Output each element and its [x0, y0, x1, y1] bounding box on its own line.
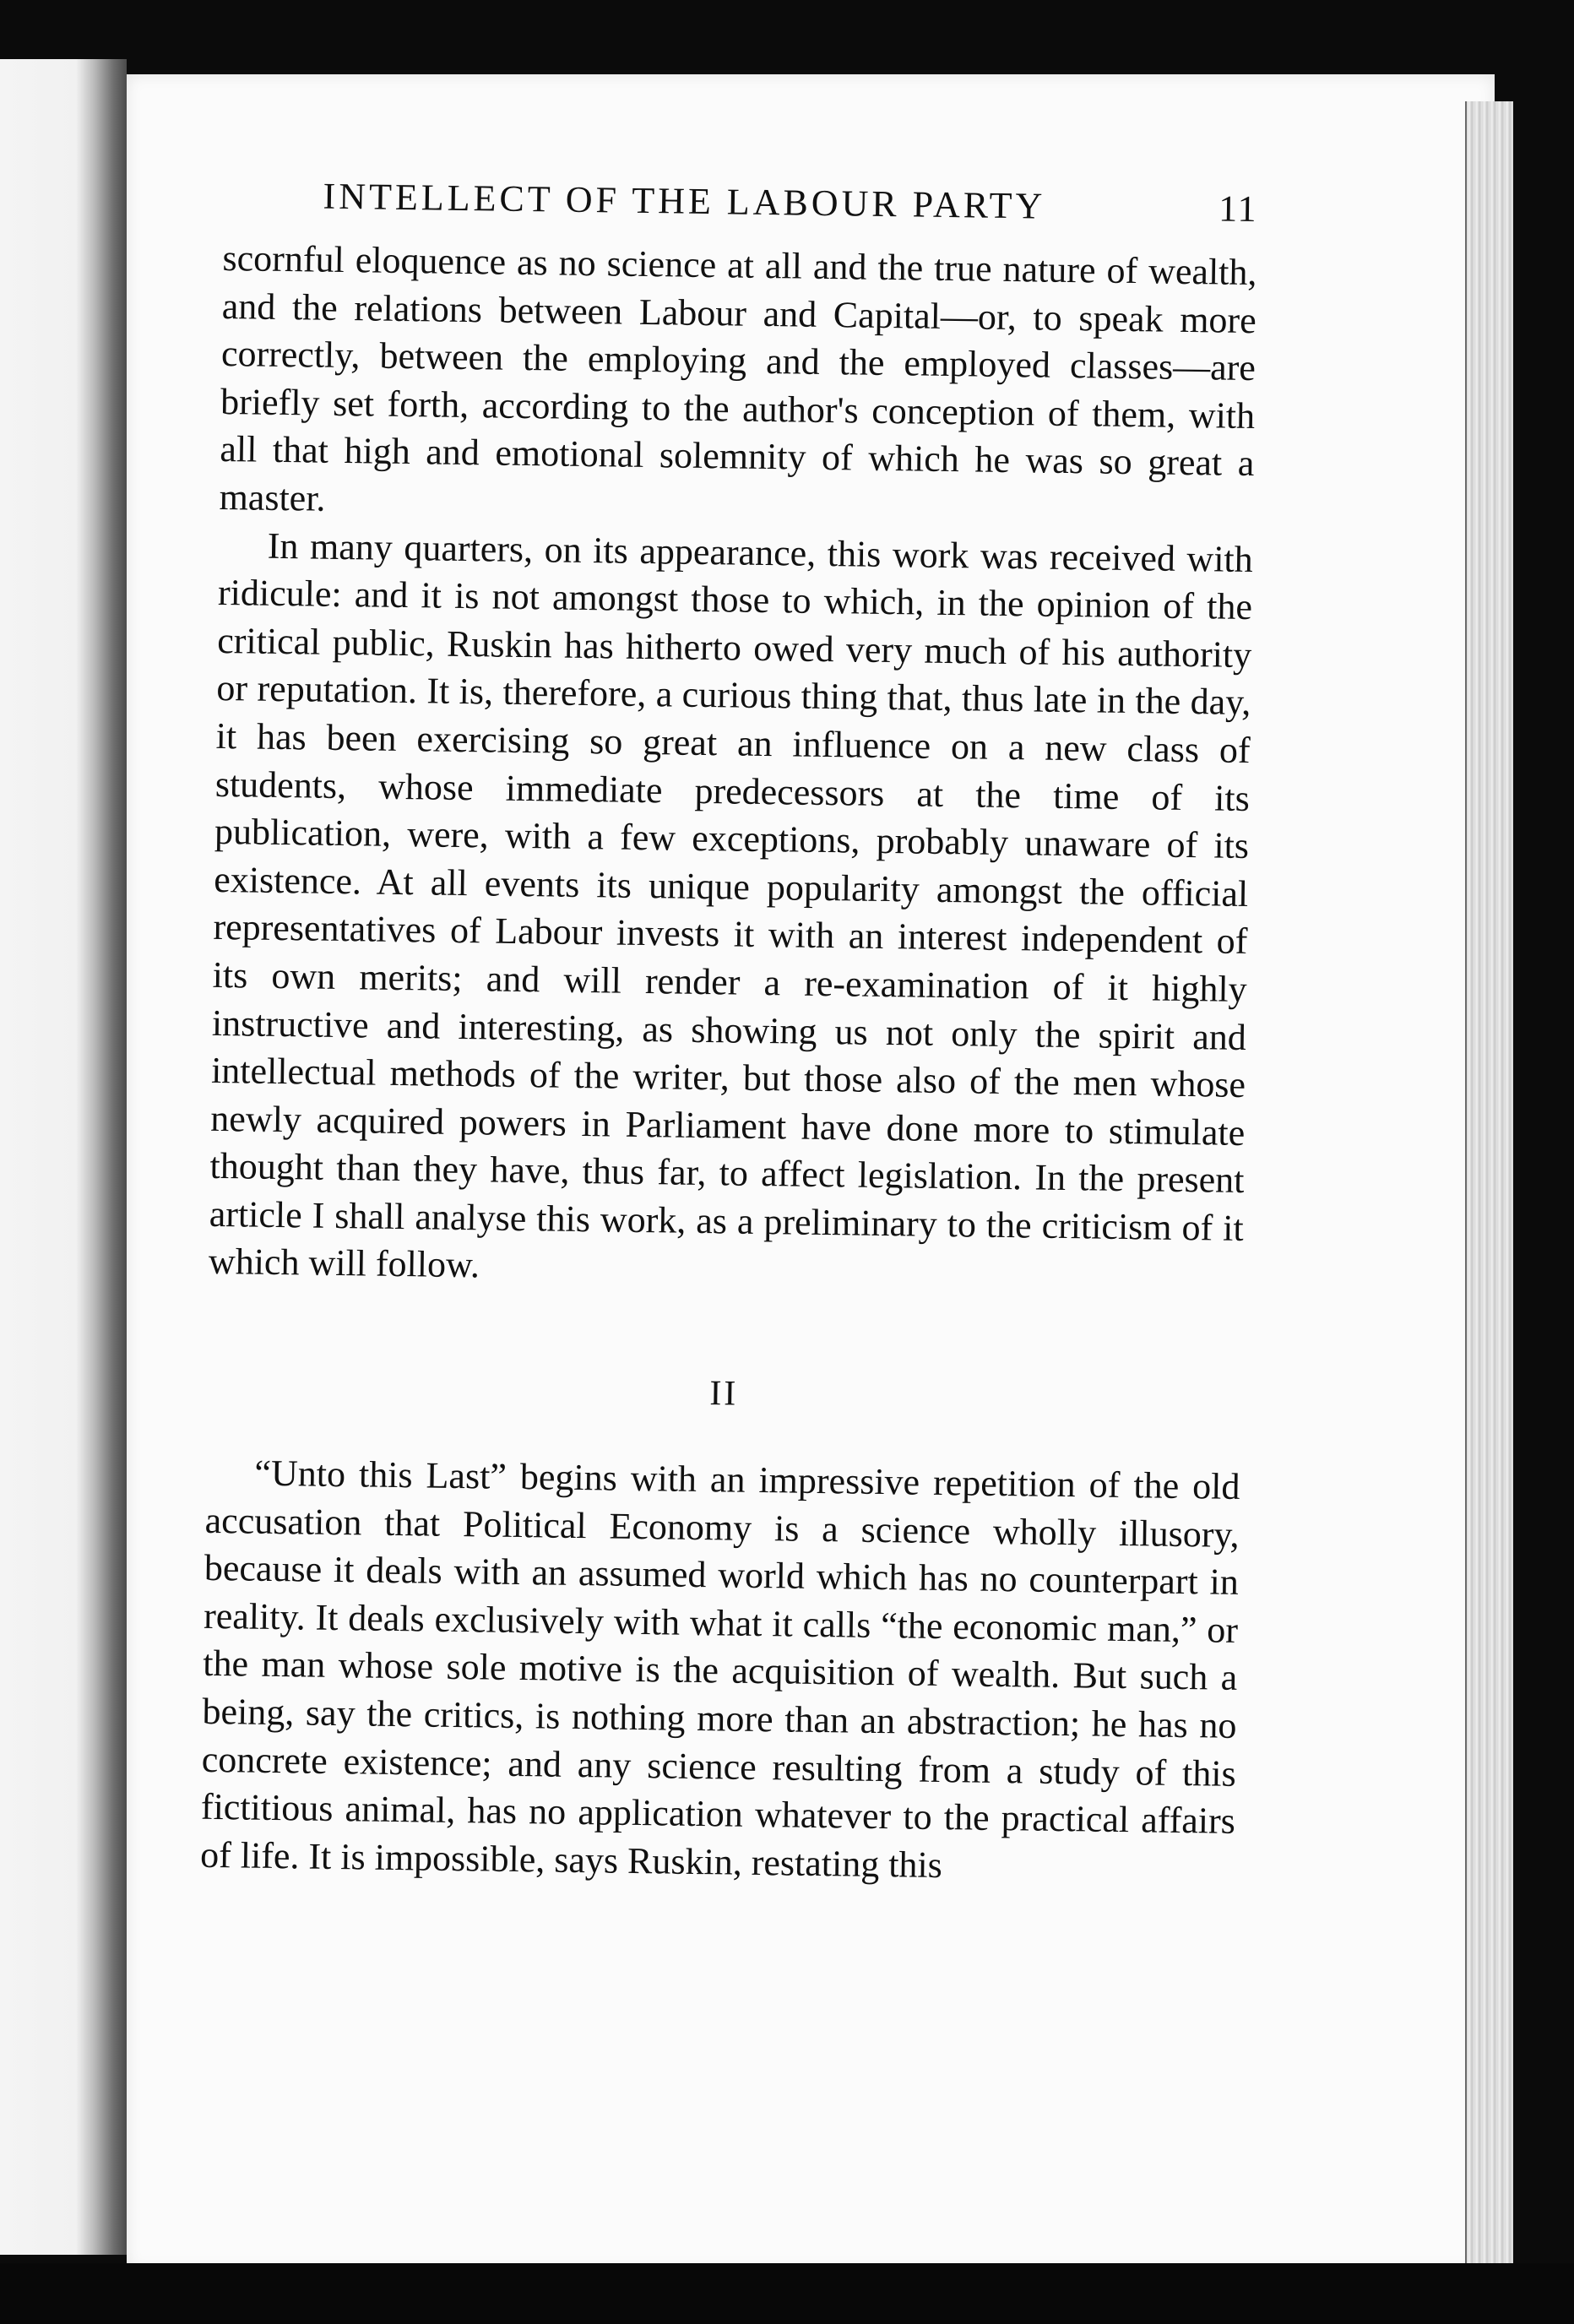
page-number: 11 — [1218, 187, 1258, 231]
scan-bottom-border — [0, 2263, 1574, 2324]
paragraph-unto-this-last: “Unto this Last” begins with an impressive repetition of the old accusation that Political Economy is a science wholly illusory, because it deals with an assumed world which has no counterpart in reality. It deals exclusively with what it calls “the economic man,” or the man whose sole motive is the acquisition of wealth. But such a being, say the critics, is nothing more than an abstraction; he has no concrete existence; and any science resulting from a study of this fictitious animal, has no application whatever to the practical affairs of life. It is impossible, says Ruskin, restating this — [199, 1452, 1240, 1886]
paragraph-continued: scornful eloquence as no science at all and the true nature of wealth, and the relations between Labour and Capital—or, to speak more correctly, between the employing and the employed classes—are briefly set forth, according to the author's conception of them, with all that high and emotional solemnity of which he was so great a master. — [219, 236, 1257, 519]
section-heading: II — [709, 1374, 739, 1414]
running-title: INTELLECT OF THE LABOUR PARTY — [323, 175, 1046, 227]
page-text-block — [200, 173, 1258, 1893]
paragraph-ridicule: In many quarters, on its appearance, this work was received with ridicule: and it is not amongst those to which, in the opinion of the critical public, Ruskin has hitherto owed very much of his authority or reputation. It is, therefore, a curious thing that, thus late in the day, it has been exercising so great an influence on a new class of students, whose immediate predecessors at the time of its publication, were, with a few exceptions, probably unaware of its existence. At all events its unique popularity amongst the official representatives of Labour invests it with an interest independent of its own merits; and will render a re-examination of it highly instructive and interesting, as showing us not only the spirit and intellectual methods of the writer, but those also of the men whose newly acquired powers in Parliament have done more to stimulate thought than they have, thus far, to affect legislation. In the present article I shall analyse this work, as a preliminary to the criticism of it which will follow. — [208, 524, 1254, 1286]
facing-page-edge — [0, 59, 127, 2255]
page-stack-edge — [1465, 101, 1513, 2263]
